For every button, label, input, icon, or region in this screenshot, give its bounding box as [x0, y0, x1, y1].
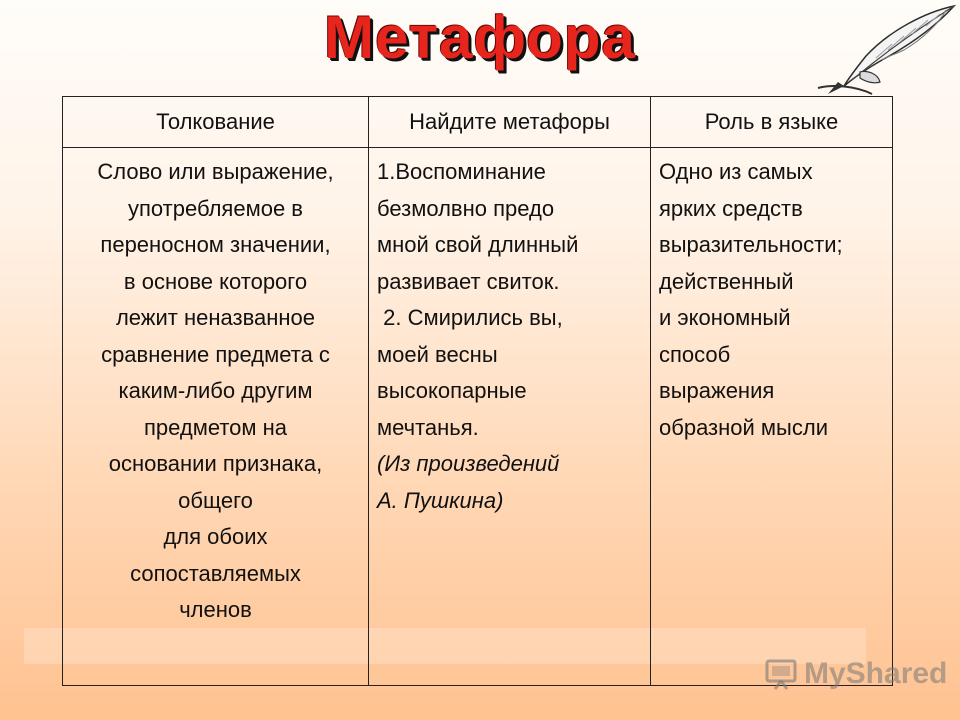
text-line: мечтанья. [377, 414, 479, 440]
text-line: выражения [659, 378, 775, 403]
source-line: (Из произведений [377, 451, 560, 476]
text-line: образной мысли [659, 414, 828, 440]
text-line: 2. Смирились вы, [377, 305, 563, 330]
text-line: предметом на [143, 414, 288, 440]
text-line: употребляемое в [128, 195, 303, 221]
text-line: 1.Воспоминание [377, 159, 546, 184]
text-line: и экономный [659, 305, 791, 330]
role-cell [651, 148, 893, 686]
text-line: ярких средств [659, 195, 803, 221]
source-line: А. Пушкина) [377, 487, 504, 513]
slide-title: Метафора [324, 4, 636, 71]
text-line: сопоставляемых [130, 560, 301, 586]
text-line: в основе которого [123, 268, 308, 294]
text-line: мной свой длинный [377, 232, 579, 257]
quill-pen-icon [808, 2, 958, 98]
text-line: членов [179, 597, 252, 622]
table-header-row [63, 97, 893, 148]
text-line: каким-либо другим [118, 378, 313, 403]
definition-cell [63, 148, 369, 686]
text-line: сравнение предмета с [101, 341, 330, 367]
header-find-metaphors: Найдите метафоры [369, 97, 651, 148]
text-line: выразительности; [659, 232, 843, 257]
watermark-text: MyShared [804, 657, 948, 690]
presentation-board-icon [764, 658, 800, 690]
text-line: развивает свиток. [377, 268, 560, 294]
text-line: для обоих [163, 524, 268, 549]
table-row [63, 148, 893, 686]
text-line: высокопарные [377, 378, 527, 403]
text-line: Слово или выражение, [97, 159, 334, 184]
text-line: переносном значении, [100, 232, 331, 257]
text-line: Одно из самых [659, 159, 813, 184]
watermark [764, 656, 947, 692]
header-interpretation: Толкование [63, 97, 369, 148]
text-line: моей весны [377, 341, 498, 367]
header-language-role: Роль в языке [651, 97, 893, 148]
text-line: лежит неназванное [115, 305, 316, 330]
text-line: действенный [659, 268, 794, 294]
text-line: безмолвно предо [377, 195, 555, 221]
examples-cell [369, 148, 651, 686]
metaphor-table [62, 96, 893, 686]
text-line: общего [178, 487, 253, 513]
text-line: основании признака, [108, 451, 323, 476]
text-line: способ [659, 341, 731, 367]
